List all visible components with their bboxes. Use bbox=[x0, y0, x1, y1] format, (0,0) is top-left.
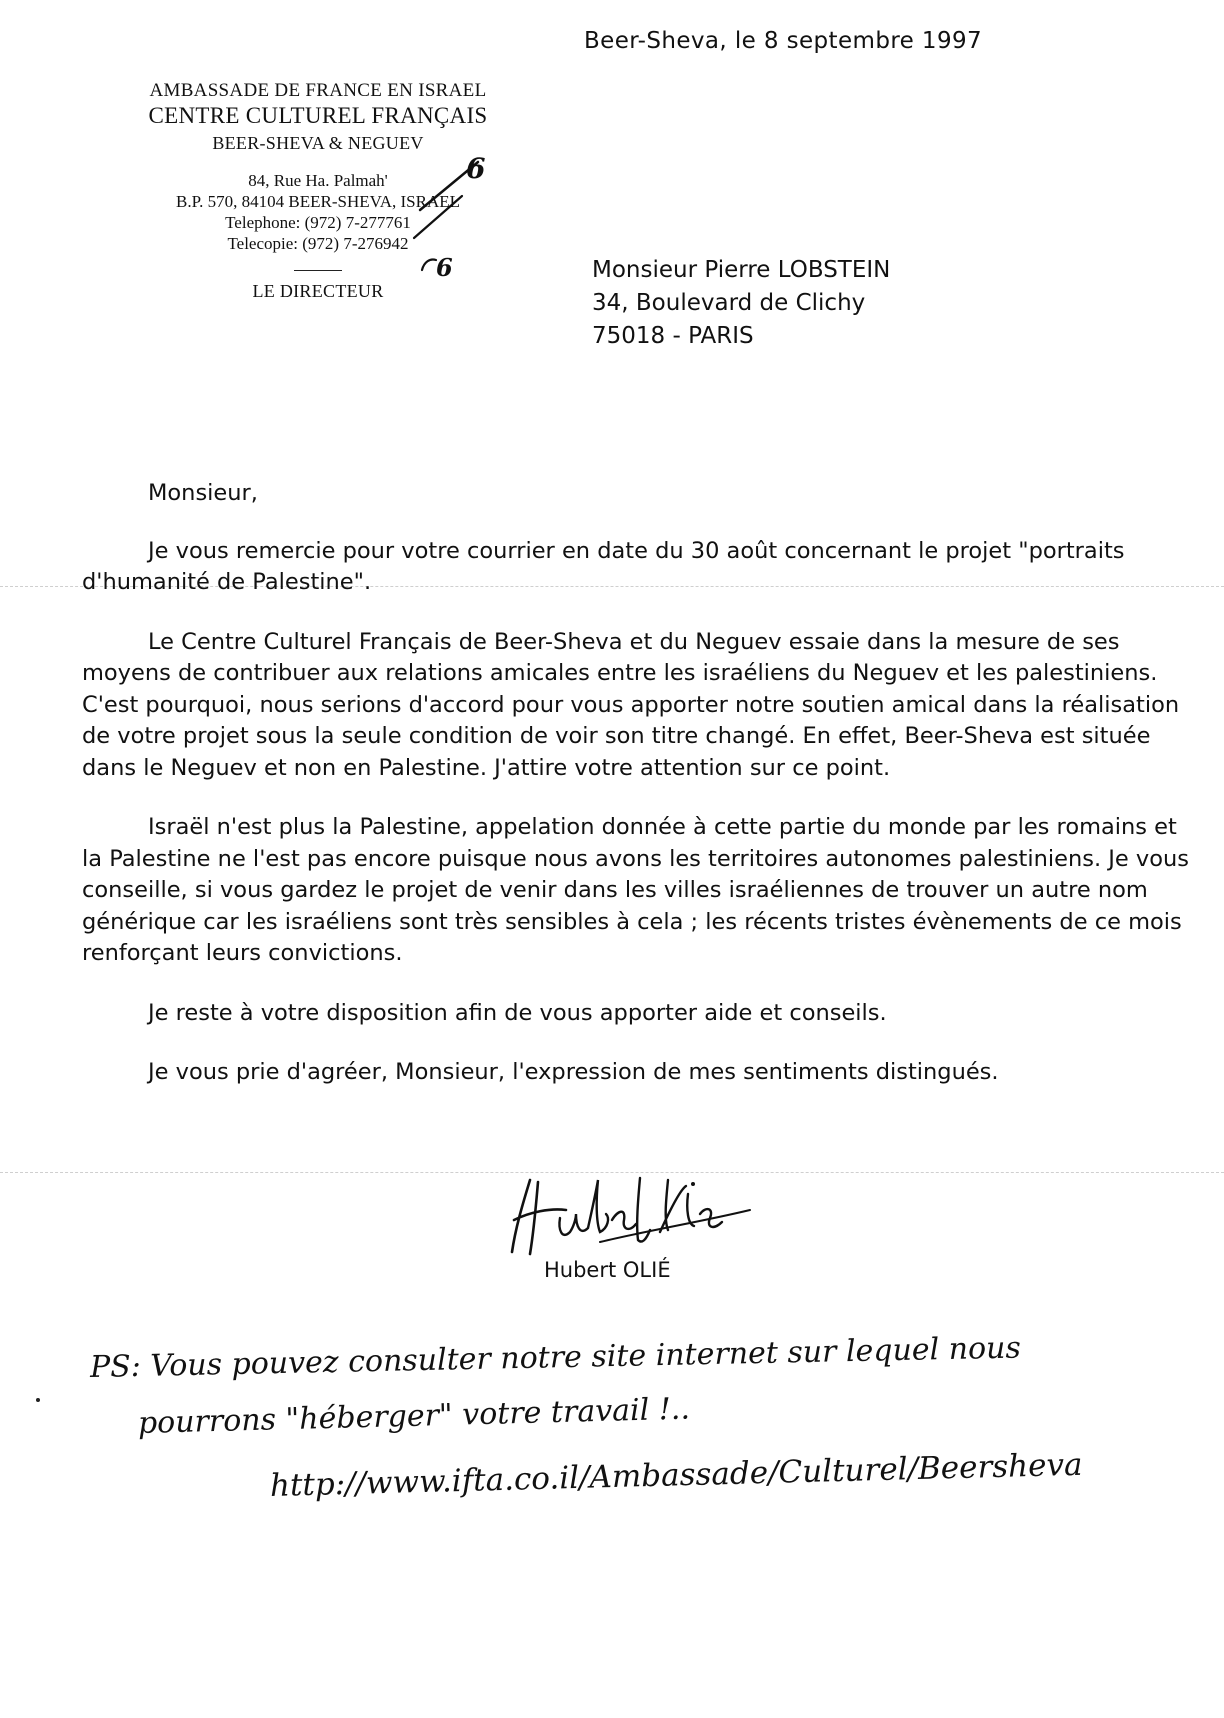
letterhead-embassy: AMBASSADE DE FRANCE EN ISRAEL bbox=[149, 80, 487, 101]
body-paragraph: Je reste à votre disposition afin de vous apporter aide et conseils. bbox=[148, 999, 887, 1026]
letterhead-centre: CENTRE CULTUREL FRANÇAIS bbox=[148, 103, 488, 128]
letterhead-divider bbox=[294, 270, 342, 271]
body-paragraph: Le Centre Culturel Français de Beer-Sheva et du Neguev essaie dans la mesure de ses moyens de contribuer aux relations amicales entre les israéliens du Neguev et les palestiniens. C'est pourquoi, nous serions d'accord pour vous apporter notre soutien amical dans la réalisation de votre projet sous la seule condition de voir son titre changé. En effet, Beer-Sheva est située dans le Neguev et non en Palestine. J'attire votre attention sur ce point. bbox=[82, 628, 1180, 781]
recipient-street: 34, Boulevard de Clichy bbox=[592, 290, 866, 316]
handwritten-postscript bbox=[89, 1330, 1210, 1514]
date-line: Beer-Sheva, le 8 septembre 1997 bbox=[584, 28, 983, 54]
postscript-line: pourrons "héberger" votre travail !.. bbox=[137, 1391, 691, 1441]
correction-digit-1: 6 bbox=[466, 152, 486, 185]
salutation: Monsieur, bbox=[148, 480, 258, 506]
recipient-address bbox=[592, 254, 890, 353]
correction-digit-2: 6 bbox=[436, 253, 453, 280]
body-paragraph: Je vous prie d'agréer, Monsieur, l'expression de mes sentiments distingués. bbox=[148, 1059, 999, 1085]
letterhead-telecopie: Telecopie: (972) 7-276942 bbox=[227, 234, 409, 253]
scan-speck bbox=[36, 1398, 40, 1402]
letterhead-telephone: Telephone: (972) 7-277761 bbox=[225, 213, 411, 232]
letterhead-po-box: B.P. 570, 84104 BEER-SHEVA, ISRAEL bbox=[176, 192, 460, 211]
handwritten-signature bbox=[500, 1170, 760, 1270]
recipient-name: Monsieur Pierre LOBSTEIN bbox=[592, 257, 891, 283]
letterhead-director: LE DIRECTEUR bbox=[252, 281, 384, 301]
body-paragraph: Je vous remercie pour votre courrier en date du 30 août concernant le projet "portraits d'humanité de Palestine". bbox=[82, 537, 1125, 595]
postscript-line: PS: Vous pouvez consulter notre site internet sur lequel nous bbox=[89, 1330, 1022, 1385]
recipient-city: 75018 - PARIS bbox=[592, 323, 754, 349]
letter-body bbox=[82, 478, 1192, 1117]
signer-name: Hubert OLIÉ bbox=[544, 1258, 671, 1282]
letterhead-region: BEER-SHEVA & NEGUEV bbox=[212, 133, 424, 153]
handwritten-corrections bbox=[400, 150, 500, 280]
letterhead-street: 84, Rue Ha. Palmah' bbox=[248, 171, 388, 190]
postscript-url: http://www.ifta.co.il/Ambassade/Culturel/Beersheva bbox=[269, 1446, 1083, 1504]
body-paragraph: Israël n'est plus la Palestine, appelation donnée à cette partie du monde par les romains et la Palestine ne l'est pas encore puisque nous avons les territoires autonomes palestiniens. Je vous conseille, si vous gardez le projet de venir dans les villes israéliennes de trouver un autre nom générique car les israéliens sont très sensibles à cela ; les récents tristes évènements de ce mois renforçant leurs convictions. bbox=[82, 814, 1189, 966]
